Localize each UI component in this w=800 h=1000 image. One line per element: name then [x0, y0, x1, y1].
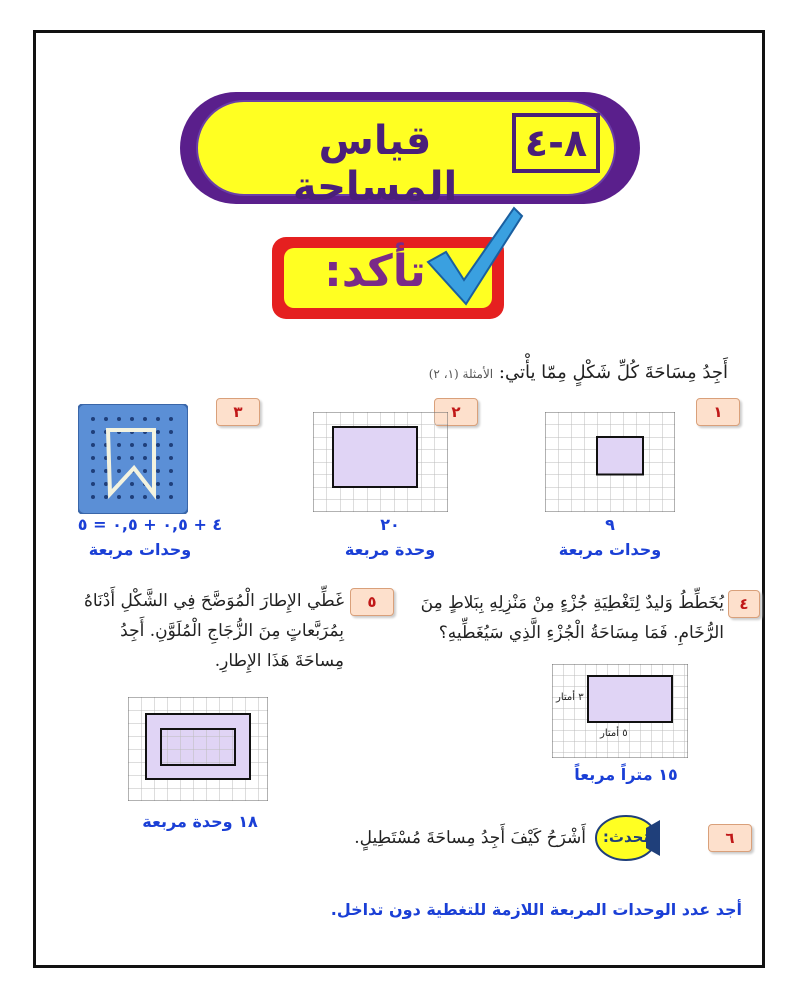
instruction-text: أَجِدُ مِسَاحَةَ كُلِّ شَكْلٍ مِمّا يأْتي:	[498, 362, 728, 383]
problem-5-text-line-2: بِمُرَبَّعاتٍ مِنَ الزُّجَاجِ الْمُلَوَّنِ. أَجِدُ	[120, 621, 344, 641]
problem-3-answer-value: ٤ + ٠,٥ + ٠,٥ = ٥	[77, 515, 223, 534]
problem-6-number: ٦	[708, 824, 752, 852]
lesson-title: قياس المساحة	[292, 118, 458, 210]
problem-5-grid	[128, 697, 268, 801]
footer-hint: أجد عدد الوحدات المربعة اللازمة للتغطية دون تداخل.	[330, 900, 742, 919]
problem-2-number: ٢	[434, 398, 478, 426]
problem-5-text-line-3: مِساحَةَ هَذَا الإِطارِ.	[214, 651, 344, 671]
problem-4-text	[420, 588, 724, 648]
problem-2-grid	[313, 412, 448, 512]
problem-4-dim-height: ٣ أمتار	[556, 692, 584, 703]
lesson-number: ٨-٤	[512, 113, 600, 173]
problem-5-answer: ١٨ وحدة مربعة	[142, 812, 258, 831]
problem-4-text-line-1: يُخَطِّطُ وَليدٌ لِتَغْطِيَةِ جُزْءٍ مِنْ مَنْزِلِهِ بِبَلاطٍ مِنَ	[420, 593, 724, 613]
problem-5-text-line-1: غَطِّي الإِطارَ الْمُوَضَّحَ فِي الشَّكْلِ أَدْنَاهُ	[83, 591, 344, 611]
problem-5-text	[40, 586, 344, 676]
problem-4-shape	[588, 676, 672, 722]
problem-5-number: ٥	[350, 588, 394, 616]
problem-5-inner-hole	[161, 729, 235, 765]
problem-4-number: ٤	[728, 590, 760, 618]
instruction	[429, 362, 728, 383]
problem-4-dim-width: ٥ أمتار	[600, 728, 628, 739]
problem-3-answer-unit: وحدات مربعة	[88, 540, 192, 559]
problem-3-geoboard	[78, 404, 188, 514]
problem-1-shape	[597, 437, 643, 475]
instruction-ref: الأمثلة (١، ٢)	[428, 367, 494, 381]
problem-3-number: ٣	[216, 398, 260, 426]
problem-4-answer: ١٥ متراً مربعاً	[574, 765, 678, 784]
problem-1-number: ١	[696, 398, 740, 426]
problem-1-answer-unit: وحدات مربعة	[558, 540, 662, 559]
problem-2-answer-value: ٢٠	[380, 515, 400, 534]
talk-badge-label: تحدث:	[602, 828, 650, 846]
problem-2-answer-unit: وحدة مربعة	[344, 540, 436, 559]
problem-2-shape	[333, 427, 417, 487]
problem-4-text-line-2: الرُّخَامِ. فَمَا مِسَاحَةُ الْجُزْءِ الَّذِي سَيُغَطِّيهِ؟	[438, 623, 724, 643]
problem-1-grid	[545, 412, 675, 512]
problem-6-text: أَشْرَحُ كَيْفَ أَجِدُ مِساحَةَ مُسْتَطِيلٍ.	[354, 828, 586, 848]
checkmark-icon	[418, 200, 528, 310]
problem-4-grid	[552, 664, 688, 758]
check-label: تأكد:	[324, 246, 426, 297]
problem-1-answer-value: ٩	[605, 515, 615, 534]
